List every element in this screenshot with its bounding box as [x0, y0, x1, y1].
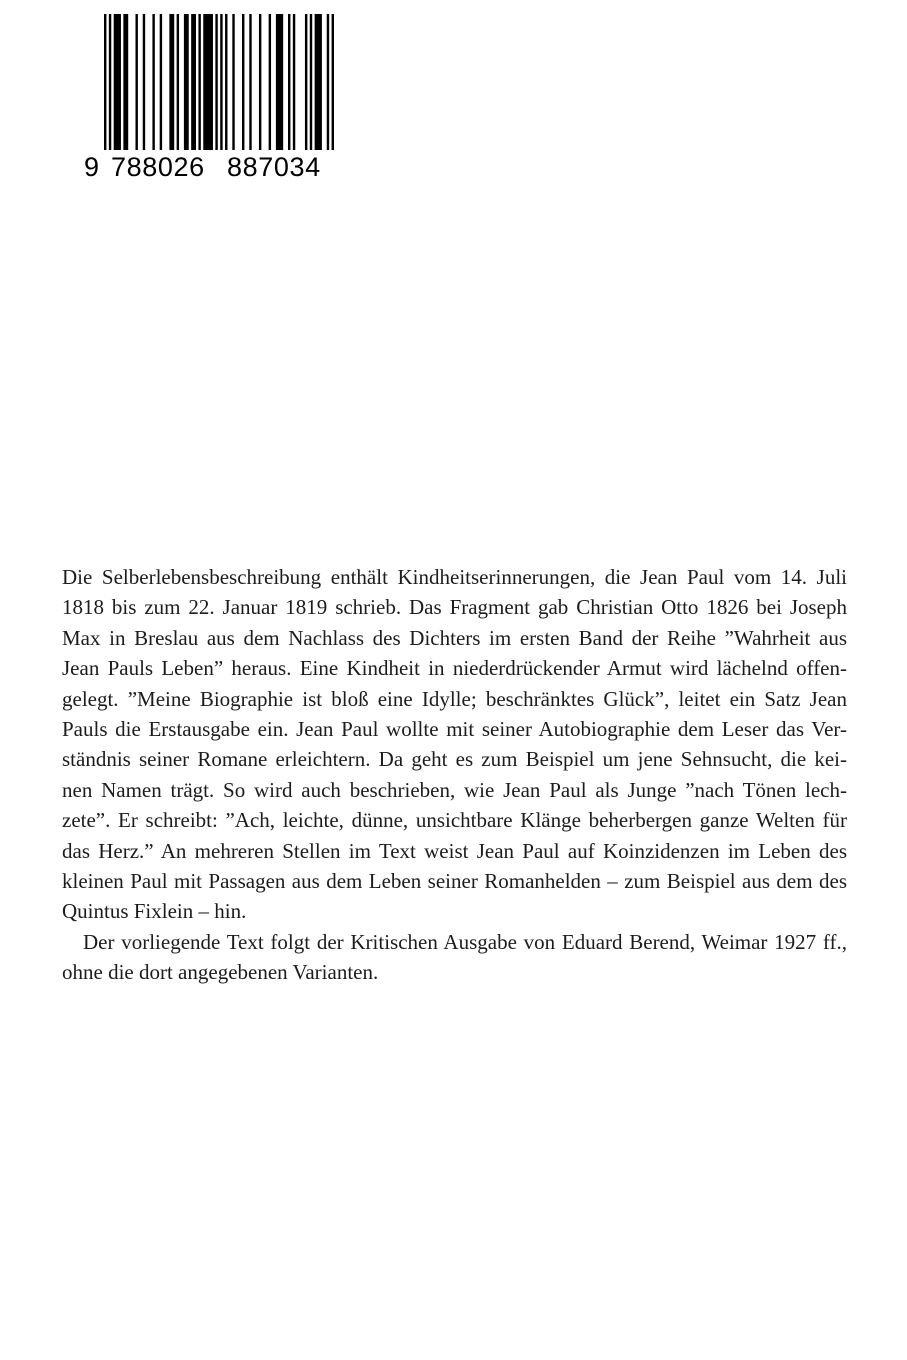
blurb-paragraph-2: [62, 927, 847, 988]
barcode-bar: [114, 14, 121, 150]
barcode-digits: [84, 152, 346, 182]
barcode-bar: [184, 14, 189, 150]
blurb-line: Der vorliegende Text folgt der Kritischen Ausgabe von Eduard Berend, Weimar 1927 ff.,: [83, 929, 847, 954]
barcode-bars: [104, 14, 334, 150]
blurb-line: das Herz.” An mehreren Stellen im Text weist Jean Paul auf Koinzidenzen im Leben des: [62, 838, 847, 863]
barcode-bar: [109, 14, 111, 150]
barcode-bar: [123, 14, 128, 150]
barcode-bar: [143, 14, 145, 150]
barcode-bar: [327, 14, 329, 150]
barcode-bar: [215, 14, 217, 150]
blurb-line: kleinen Paul mit Passagen aus dem Leben seiner Romanhelden – zum Beispiel aus dem des: [62, 869, 847, 894]
barcode-digits-left: 788026: [111, 152, 205, 182]
barcode-bar: [332, 14, 334, 150]
blurb-line: Jean Pauls Leben” heraus. Eine Kindheit in niederdrückender Armut wird lächelnd offen-: [62, 656, 847, 681]
blurb-paragraph-1: [62, 562, 847, 927]
barcode-bar: [242, 14, 244, 150]
barcode-bar: [220, 14, 222, 150]
blurb-line: 1818 bis zum 22. Januar 1819 schrieb. Das Fragment gab Christian Otto 1826 bei Joseph: [62, 595, 847, 620]
barcode-bar: [310, 14, 312, 150]
barcode-digits-right: 887034: [227, 152, 321, 182]
barcode-bar: [269, 14, 271, 150]
blurb-line: Pauls die Erstausgabe ein. Jean Paul wollte mit seiner Autobiographie dem Leser das Ver-: [62, 717, 847, 742]
blurb-line: zete”. Er schreibt: ”Ach, leichte, dünne, unsichtbare Klänge beherbergen ganze Welten für: [62, 808, 847, 833]
blurb-line: ständnis seiner Romane erleichtern. Da geht es zum Beispiel um jene Sehnsucht, die kei-: [62, 747, 847, 772]
barcode-bar: [315, 14, 322, 150]
barcode-bar: [293, 14, 295, 150]
barcode-bar: [169, 14, 174, 150]
barcode-bar: [305, 14, 307, 150]
blurb-line: Quintus Fixlein – hin.: [62, 899, 247, 924]
blurb-line: Die Selberlebensbeschreibung enthält Kindheitserinnerungen, die Jean Paul vom 14. Juli: [62, 565, 847, 589]
barcode-bar: [191, 14, 196, 150]
barcode-digit-lead: 9: [84, 152, 100, 182]
blurb-line: gelegt. ”Meine Biographie ist bloß eine Idylle; beschränktes Glück”, leitet ein Satz Jean: [62, 686, 847, 711]
barcode-bar: [276, 14, 283, 150]
barcode-bar: [232, 14, 234, 150]
blurb-line: Max in Breslau aus dem Nachlass des Dichters im ersten Band der Reihe ”Wahrheit aus: [62, 625, 847, 650]
barcode-bar: [249, 14, 251, 150]
barcode-bar: [225, 14, 227, 150]
barcode-bar: [259, 14, 261, 150]
blurb-line: nen Namen trägt. So wird auch beschrieben, wie Jean Paul als Junge ”nach Tönen lech-: [62, 777, 847, 802]
back-cover-blurb: [62, 562, 847, 988]
barcode-bar: [104, 14, 106, 150]
barcode-bar: [288, 14, 290, 150]
barcode-bar: [177, 14, 179, 150]
barcode-bar: [135, 14, 137, 150]
barcode-bar: [198, 14, 200, 150]
isbn-barcode: [84, 14, 346, 182]
blurb-line: ohne die dort angegebenen Varianten.: [62, 960, 379, 985]
barcode-bar: [160, 14, 162, 150]
barcode-bar: [203, 14, 213, 150]
barcode-bar: [152, 14, 154, 150]
